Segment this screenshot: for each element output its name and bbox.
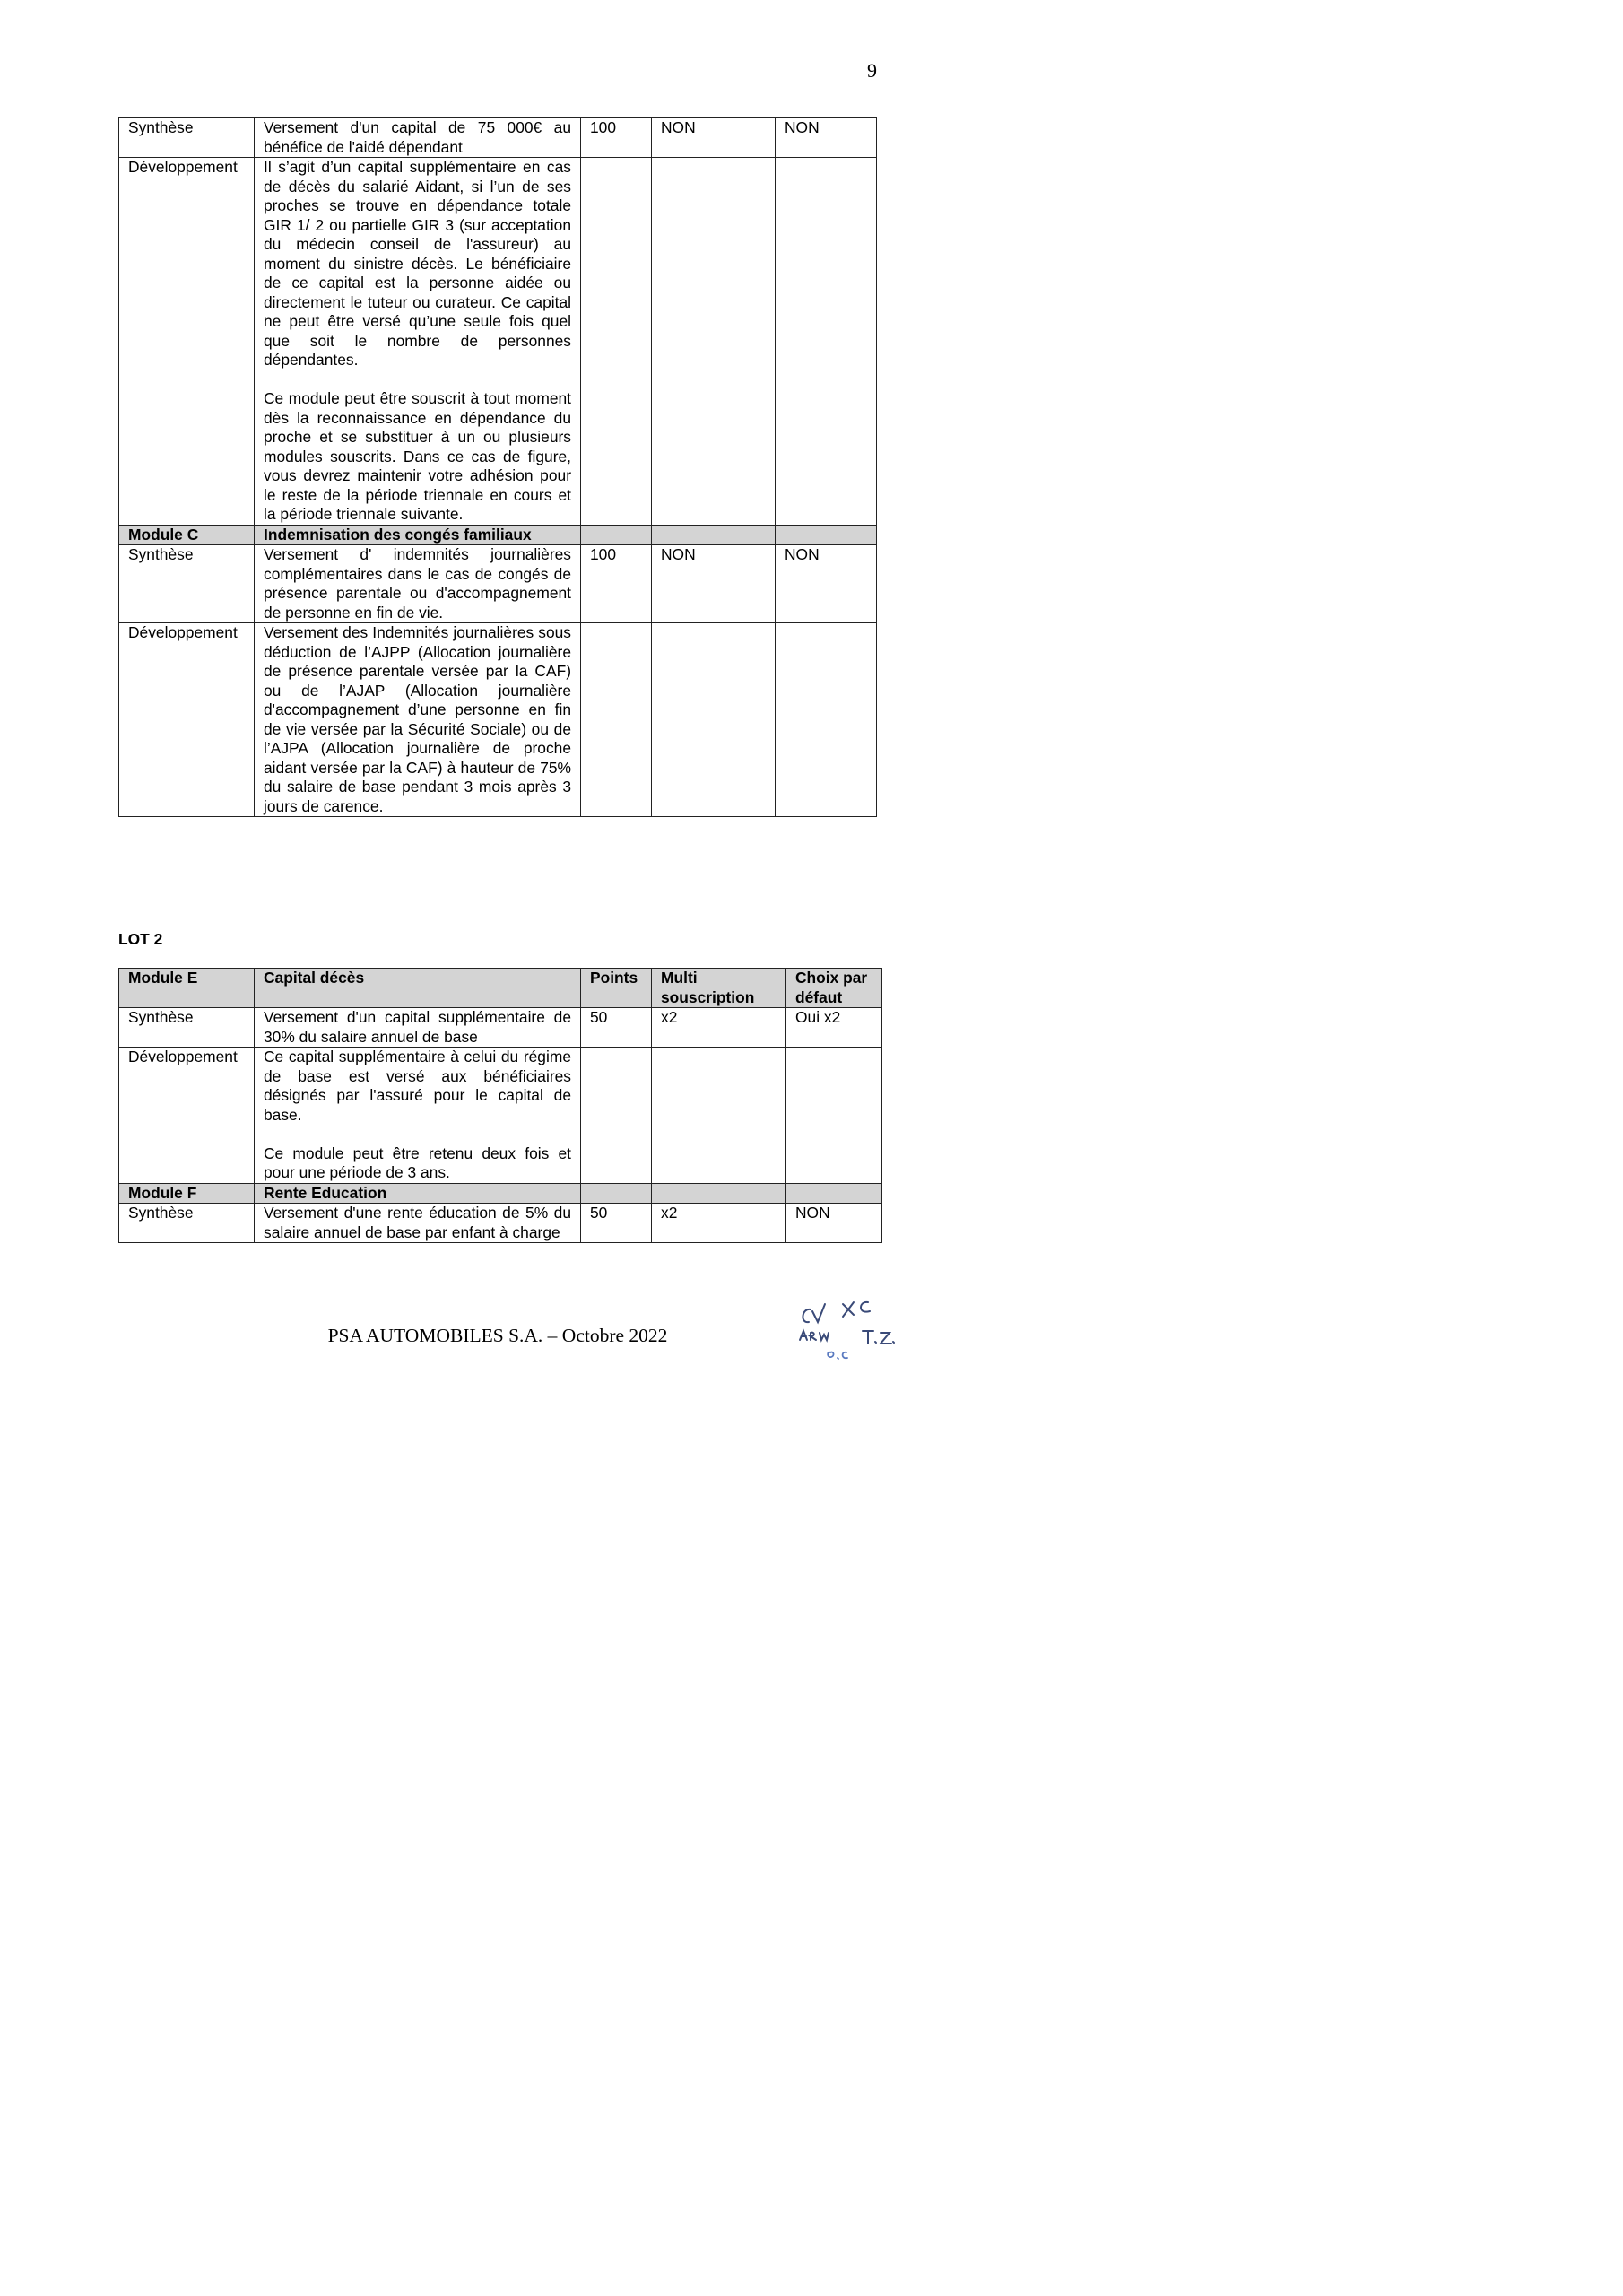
description-paragraph: Ce module peut être souscrit à tout moment dès la reconnaissance en dépendance du proche et se substituer à un ou plusieurs modules souscrits. Dans ce cas de figure, vous devrez maintenir votre adhésion pour le reste de la période triennale en cours et la période triennale suivante. <box>264 389 571 523</box>
description-cell <box>255 969 581 1008</box>
lot1-modules-table <box>118 117 877 817</box>
table-body <box>119 118 877 817</box>
description-paragraph: Ce module peut être retenu deux fois et pour une période de 3 ans. <box>264 1144 571 1181</box>
description-cell <box>255 1183 581 1204</box>
table-row <box>119 1008 882 1048</box>
page-footer: PSA AUTOMOBILES S.A. – Octobre 2022 <box>327 1325 668 1346</box>
table-row <box>119 545 877 623</box>
points-cell: 50 <box>581 1204 652 1243</box>
description-paragraph: Indemnisation des congés familiaux <box>264 525 532 544</box>
points-cell: 100 <box>581 545 652 623</box>
table-row <box>119 1204 882 1243</box>
description-cell <box>255 1008 581 1048</box>
default-choice-cell: NON <box>786 1204 882 1243</box>
table-body <box>119 969 882 1243</box>
description-cell <box>255 1204 581 1243</box>
description-cell <box>255 623 581 817</box>
multi-souscription-cell: x2 <box>652 1204 786 1243</box>
default-choice-cell: NON <box>776 545 877 623</box>
row-label-cell: Synthèse <box>119 545 255 623</box>
default-choice-cell <box>776 525 877 545</box>
points-cell <box>581 623 652 817</box>
multi-souscription-cell <box>652 1183 786 1204</box>
module-header-row <box>119 525 877 545</box>
description-paragraph: Versement des Indemnités journalières sous déduction de l’AJPP (Allocation journalière de présence parentale versée par la CAF) ou de l’AJAP (Allocation journalière d'accompagnement d’une personne en fin de vie versée par la Sécurité Sociale) ou de l’AJPA (Allocation journalière de proche aidant versée par la CAF) à hauteur de 75% du salaire de base pendant 3 mois après 3 jours de carence. <box>264 623 571 815</box>
multi-souscription-cell: NON <box>652 545 776 623</box>
row-label-cell: Module E <box>119 969 255 1008</box>
description-paragraph: Il s’agit d’un capital supplémentaire en cas de décès du salarié Aidant, si l’un de ses proches se trouve en dépendance totale GIR 1/ 2 ou partielle GIR 3 (sur acceptation du médecin conseil de l'assureur) au moment du sinistre décès. Le bénéficiaire de ce capital est la personne aidée ou directement le tuteur ou curateur. Ce capital ne peut être versé qu’une seule fois quel que soit le nombre de personnes dépendantes. <box>264 158 571 369</box>
handwritten-initials-signature <box>791 1295 916 1367</box>
table-row <box>119 118 877 158</box>
multi-souscription-cell: NON <box>652 118 776 158</box>
description-cell <box>255 118 581 158</box>
table-row <box>119 623 877 817</box>
default-choice-cell: Choix par défaut <box>786 969 882 1008</box>
description-cell <box>255 545 581 623</box>
page-number: 9 <box>867 59 877 82</box>
row-label-cell: Synthèse <box>119 118 255 158</box>
points-cell: 50 <box>581 1008 652 1048</box>
description-paragraph: Rente Education <box>264 1183 387 1202</box>
table-row <box>119 1048 882 1184</box>
multi-souscription-cell: Multi souscription <box>652 969 786 1008</box>
description-cell <box>255 1048 581 1184</box>
default-choice-cell <box>786 1183 882 1204</box>
default-choice-cell: NON <box>776 118 877 158</box>
lot2-heading: LOT 2 <box>118 930 163 948</box>
row-label-cell: Module C <box>119 525 255 545</box>
description-paragraph: Ce capital supplémentaire à celui du régime de base est versé aux bénéficiaires désignés par l'assuré pour le capital de base. <box>264 1048 571 1124</box>
multi-souscription-cell <box>652 158 776 526</box>
description-paragraph: Versement d'un capital supplémentaire de 30% du salaire annuel de base <box>264 1008 571 1046</box>
lot2-modules-table <box>118 968 882 1243</box>
description-cell <box>255 525 581 545</box>
row-label-cell: Développement <box>119 623 255 817</box>
row-label-cell: Développement <box>119 1048 255 1184</box>
points-cell: Points <box>581 969 652 1008</box>
points-cell: 100 <box>581 118 652 158</box>
multi-souscription-cell <box>652 623 776 817</box>
row-label-cell: Module F <box>119 1183 255 1204</box>
description-cell <box>255 158 581 526</box>
default-choice-cell: Oui x2 <box>786 1008 882 1048</box>
table-row <box>119 158 877 526</box>
multi-souscription-cell: x2 <box>652 1008 786 1048</box>
multi-souscription-cell <box>652 1048 786 1184</box>
module-header-row <box>119 1183 882 1204</box>
description-paragraph: Versement d'une rente éducation de 5% du salaire annuel de base par enfant à charge <box>264 1204 571 1241</box>
row-label-cell: Synthèse <box>119 1008 255 1048</box>
default-choice-cell <box>776 623 877 817</box>
points-cell <box>581 1183 652 1204</box>
points-cell <box>581 525 652 545</box>
description-paragraph: Versement d' indemnités journalières complémentaires dans le cas de congés de présence parentale ou d'accompagnement de personne en fin de vie. <box>264 545 571 622</box>
points-cell <box>581 158 652 526</box>
row-label-cell: Développement <box>119 158 255 526</box>
default-choice-cell <box>776 158 877 526</box>
default-choice-cell <box>786 1048 882 1184</box>
module-header-row <box>119 969 882 1008</box>
description-paragraph: Capital décès <box>264 969 365 987</box>
multi-souscription-cell <box>652 525 776 545</box>
points-cell <box>581 1048 652 1184</box>
row-label-cell: Synthèse <box>119 1204 255 1243</box>
description-paragraph: Versement d'un capital de 75 000€ au bénéfice de l'aidé dépendant <box>264 118 571 156</box>
